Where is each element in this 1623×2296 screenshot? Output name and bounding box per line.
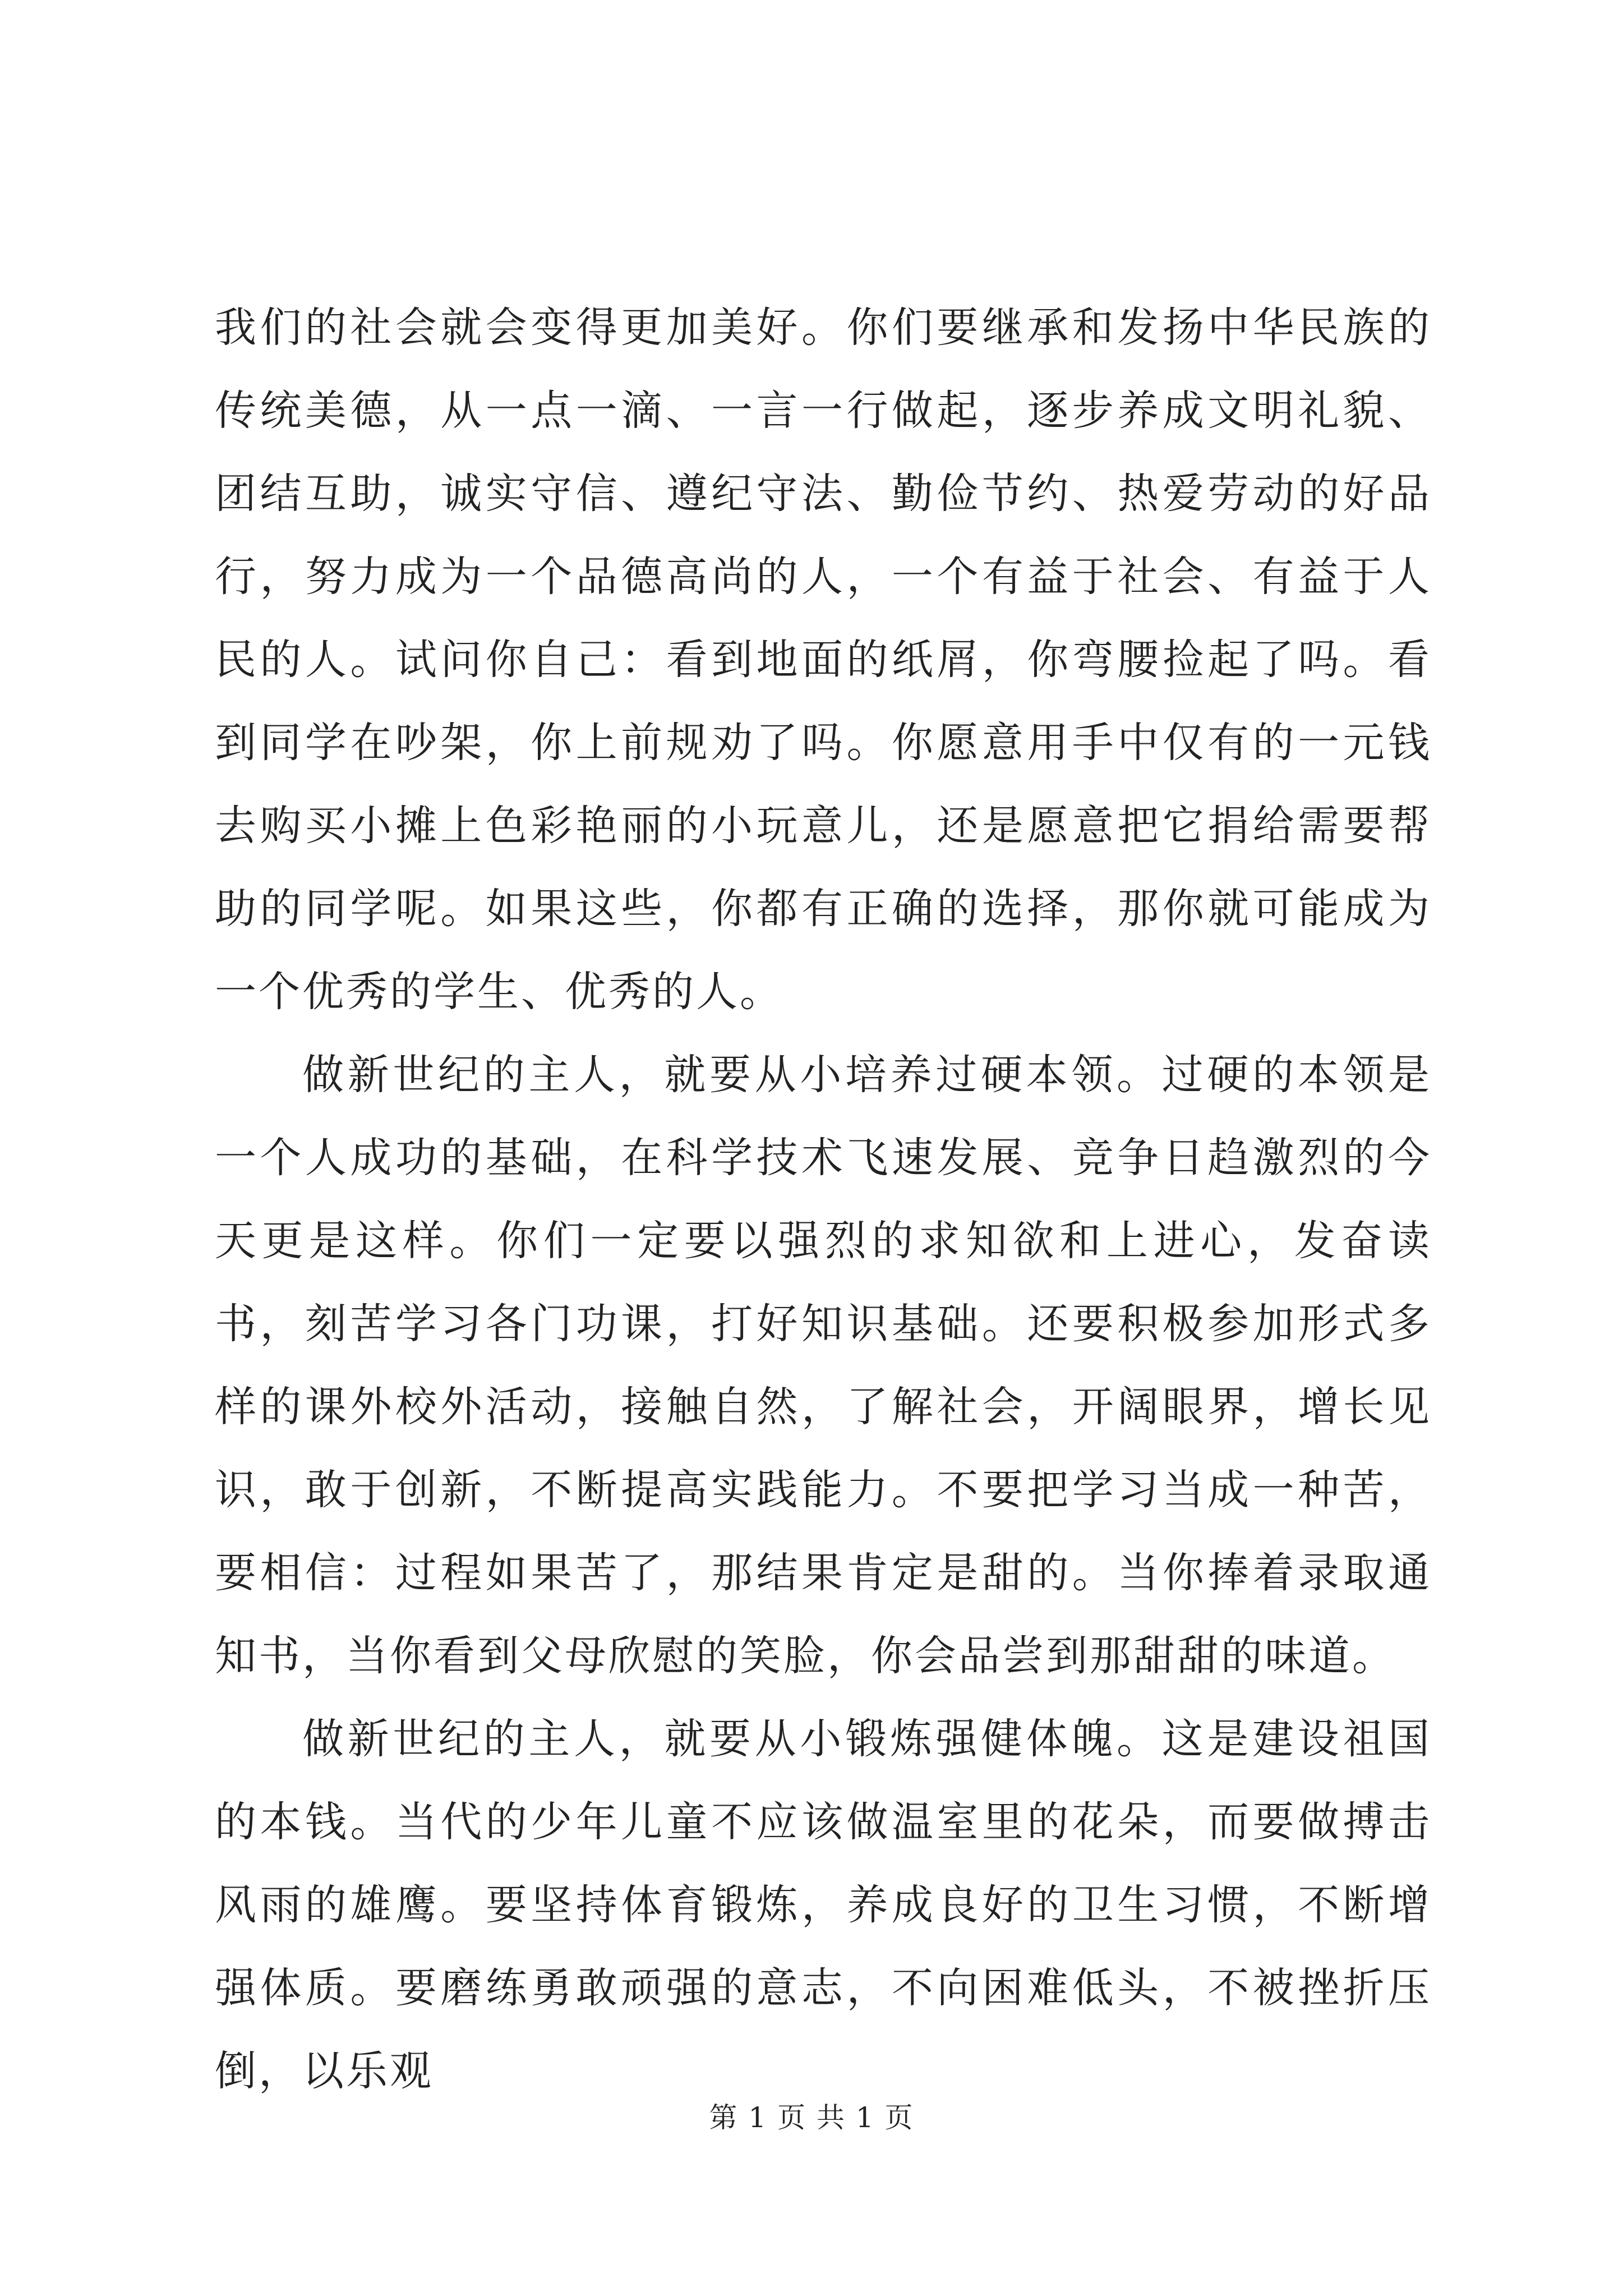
paragraph: 我们的社会就会变得更加美好。你们要继承和发扬中华民族的传统美德，从一点一滴、一言一行做起，逐步养成文明礼貌、团结互助，诚实守信、遵纪守法、勤俭节约、热爱劳动的好品行，努力成为一个品德高尚的人，一个有益于社会、有益于人民的人。试问你自己：看到地面的纸屑，你弯腰捡起了吗。看到同学在吵架，你上前规劝了吗。你愿意用手中仅有的一元钱去购买小摊上色彩艳丽的小玩意儿，还是愿意把它捐给需要帮助的同学呢。如果这些，你都有正确的选择，那你就可能成为一个优秀的学生、优秀的人。: [215, 303, 1432, 1016]
page-footer: 第 1 页 共 1 页: [709, 2101, 914, 2134]
paragraph: 做新世纪的主人，就要从小锻炼强健体魄。这是建设祖国的本钱。当代的少年儿童不应该做温室里的花朵，而要做搏击风雨的雄鹰。要坚持体育锻炼，养成良好的卫生习惯，不断增强体质。要磨练勇敢顽强的意志，不向困难低头，不被挫折压倒，以乐观: [215, 1715, 1432, 2095]
document-body: [215, 286, 1432, 2113]
paragraph: 做新世纪的主人，就要从小培养过硬本领。过硬的本领是一个人成功的基础，在科学技术飞速发展、竞争日趋激烈的今天更是这样。你们一定要以强烈的求知欲和上进心，发奋读书，刻苦学习各门功课，打好知识基础。还要积极参加形式多样的课外校外活动，接触自然，了解社会，开阔眼界，增长见识，敢于创新，不断提高实践能力。不要把学习当成一种苦，要相信：过程如果苦了，那结果肯定是甜的。当你捧着录取通知书，当你看到父母欣慰的笑脸，你会品尝到那甜甜的味道。: [215, 1051, 1432, 1680]
